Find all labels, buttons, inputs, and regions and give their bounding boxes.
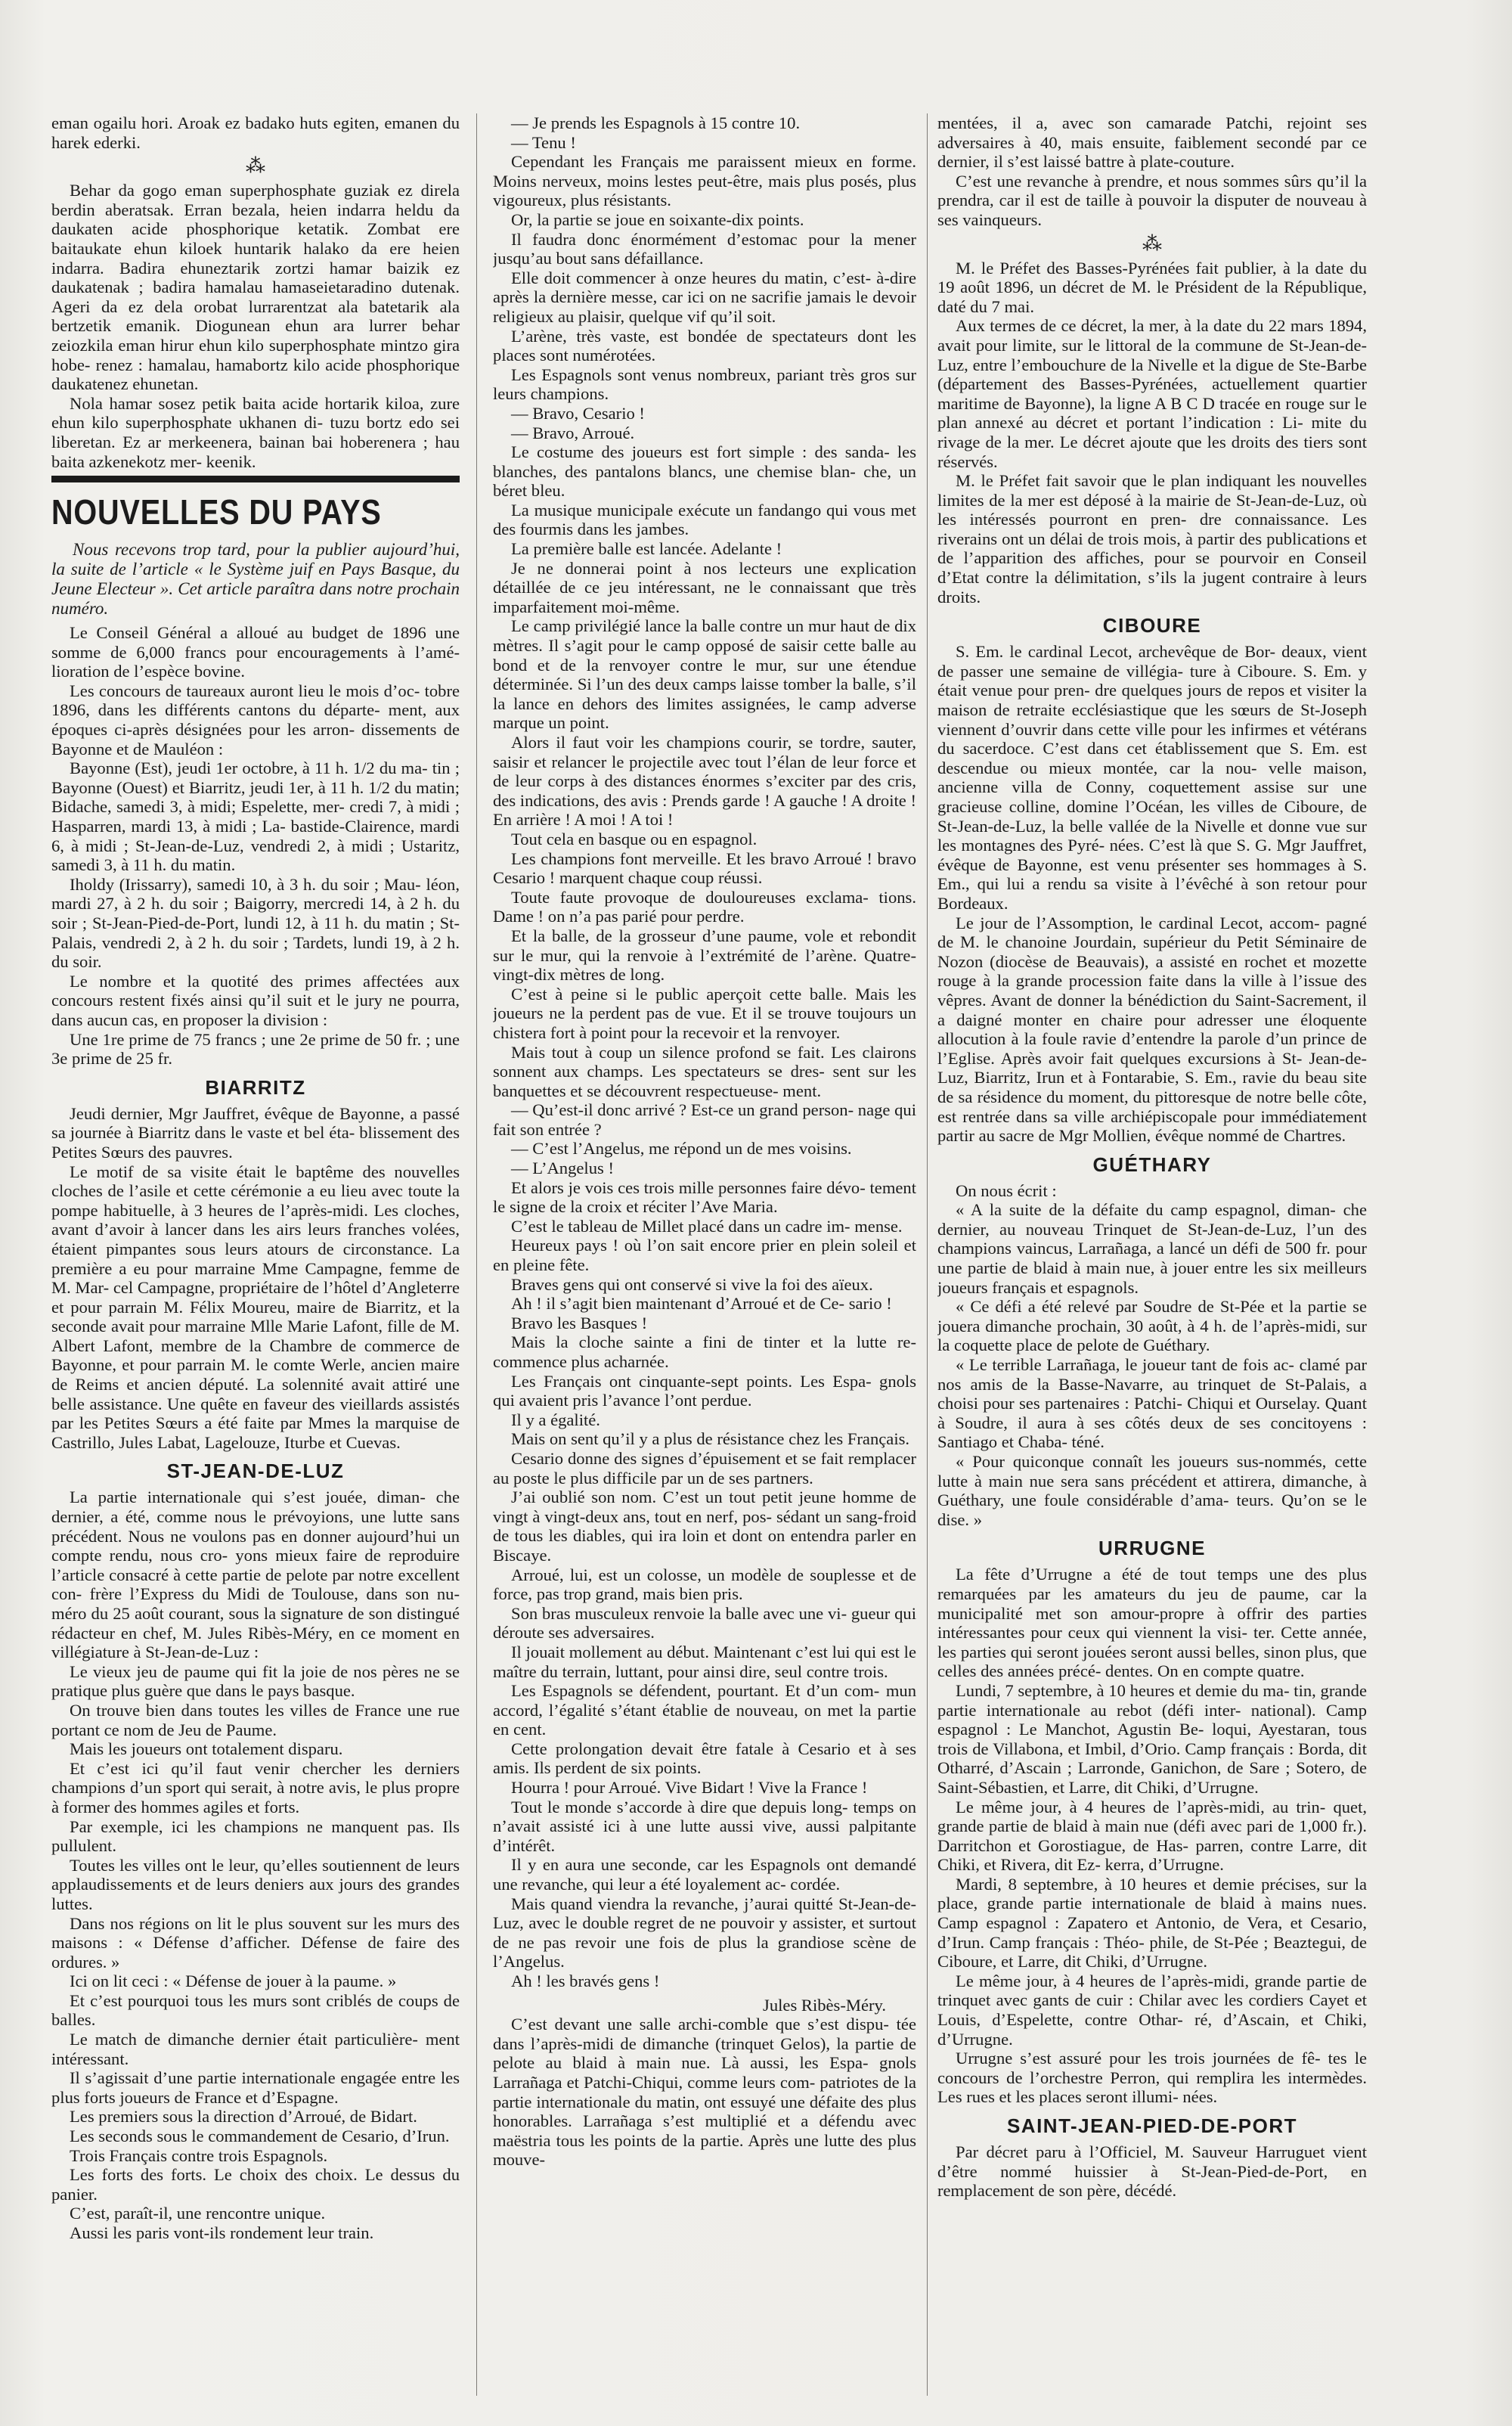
paragraph: Par décret paru à l’Officiel, M. Sauveur Harruguet vient d’être nommé huissier à St-Jean-Pied-de-Port, en remplacement de son père, décédé. <box>937 2142 1367 2201</box>
paragraph: La première balle est lancée. Adelante ! <box>511 539 782 559</box>
paragraph: Les seconds sous le commandement de Cesario, d’Irun. <box>70 2127 450 2146</box>
paragraph: Les Français ont cinquante-sept points. Les Espa- gnols qui avaient pris l’avance l’ont perdue. <box>493 1371 916 1410</box>
author-signature: Jules Ribès-Méry. <box>763 1995 886 2015</box>
paragraph: Cependant les Français me paraissent mieux en forme. Moins nerveux, moins lestes peut-être, mais plus posés, plus vigoureux, plus résistants. <box>493 152 916 210</box>
column-divider <box>927 113 928 2396</box>
paragraph: Ah ! il s’agit bien maintenant d’Arroué et de Ce- sario ! <box>511 1294 892 1314</box>
paragraph: Cesario donne des signes d’épuisement et se fait remplacer au poste le plus difficile par un de ses partners. <box>493 1448 916 1488</box>
paragraph: Les Espagnols sont venus nombreux, pariant très gros sur leurs champions. <box>493 365 916 404</box>
column-3 <box>937 113 1367 2396</box>
paragraph: — Tenu ! <box>511 132 576 152</box>
paragraph: Mais la cloche sainte a fini de tinter et la lutte re- commence plus acharnée. <box>493 1332 916 1371</box>
subheading-urrugne: URRUGNE <box>1098 1537 1206 1560</box>
paragraph: Une 1re prime de 75 francs ; une 2e prime de 50 fr. ; une 3e prime de 25 fr. <box>51 1029 460 1069</box>
paragraph: Et la balle, de la grosseur d’une paume, vole et rebondit sur le mur, qui la renvoie à l’extrémité de l’arène. Quatre-vingt-dix mètres de long. <box>493 926 916 985</box>
paragraph: Braves gens qui ont conservé si vive la foi des aïeux. <box>511 1274 873 1294</box>
paragraph: Lundi, 7 septembre, à 10 heures et demie du ma- tin, grande partie internationale au rebot (défi inter- national). Camp espagnol : Le Manchot, Agustin Be- loqui, Ayestaran, tous trois de Villabona, et Imbil, d’Orio. Camp français : Borda, dit Otharré, d’Ascain ; Larronde, Ganichon, de Sare ; Sotero, de Saint-Sébastien, et Larre, dit Chiki, d’Urrugne. <box>937 1680 1367 1797</box>
paragraph: Le même jour, à 4 heures de l’après-midi, grande partie de trinquet avec gants de cuir : Chilar avec les cordiers Cayet et Louis, d’Espelette, contre Othar- ré, d’Ascain, et Chiki, d’Urrugne. <box>937 1971 1367 2049</box>
section-separator: ⁂ <box>1142 232 1162 255</box>
paragraph: Bayonne (Est), jeudi 1er octobre, à 11 h. 1/2 du ma- tin ; Bayonne (Ouest) et Biarritz, jeudi 1er, à 11 h. 1/2 du matin; Bidache, samedi 3, à midi; Espelette, mer- credi 7, à midi ; Hasparren, mardi 13, à midi ; La- bastide-Clairence, mardi 6, à midi ; St-Jean-de-Luz, vendredi 2, à midi ; Ustaritz, samedi 3, à 11 h. du matin. <box>51 759 460 875</box>
paragraph: Il faudra donc énormément d’estomac pour la mener jusqu’au bout sans défaillance. <box>493 229 916 268</box>
paragraph: La partie internationale qui s’est jouée, diman- che dernier, a été, comme nous le prévoyions, une lutte sans précédent. Nous ne voulons pas en donner aujourd’hui un compte rendu, nous cro- yons mieux faire de reproduire l’article consacré à cette partie de pelote par notre excellent con- frère l’Express du Midi de Toulouse, dans son nu- méro du 25 août courant, sous la signature de son distingué rédacteur en chef, M. Jules Ribès-Méry, en ce moment en villégiature à St-Jean-de-Luz : <box>51 1488 460 1662</box>
paragraph: Je ne donnerai point à nos lecteurs une explication détaillée de ce jeu intéressant, ne le connaissant que très imparfaitement moi-même. <box>493 558 916 616</box>
paragraph: Il y en aura une seconde, car les Espagnols ont demandé une revanche, qui leur a été loyalement ac- cordée. <box>493 1855 916 1894</box>
paragraph: « Ce défi a été relevé par Soudre de St-Pée et la partie se jouera dimanche prochain, 30 août, à 4 h. de l’après-midi, sur la coquette place de pelote de Guéthary. <box>937 1297 1367 1355</box>
paragraph: J’ai oublié son nom. C’est un tout petit jeune homme de vingt à vingt-deux ans, tout en nerf, pos- sédant un sang-froid de tous les diables, qui ira loin et dont on entendra parler en Biscaye. <box>493 1488 916 1565</box>
paragraph: Le Conseil Général a alloué au budget de 1896 une somme de 6,000 francs pour encouragements à l’amé- lioration de l’espèce bovine. <box>51 623 460 681</box>
paragraph: Par exemple, ici les champions ne manquent pas. Ils pullulent. <box>51 1816 460 1856</box>
paragraph: Ah ! les bravés gens ! <box>511 1972 660 1990</box>
paragraph: Les forts des forts. Le choix des choix. Le dessus du panier. <box>51 2165 460 2204</box>
paragraph: Le nombre et la quotité des primes affectées aux concours restent fixés ainsi qu’il suit et le jury ne pourra, dans aucun cas, en proposer la division : <box>51 971 460 1029</box>
paragraph: Mais tout à coup un silence profond se fait. Les clairons sonnent aux champs. Les spectateurs se dres- sent sur les banquettes et se découvrent respectueuse- ment. <box>493 1042 916 1100</box>
paragraph: L’arène, très vaste, est bondée de spectateurs dont les places sont numérotées. <box>493 326 916 365</box>
paragraph: C’est, paraît-il, une rencontre unique. <box>70 2204 326 2223</box>
paragraph: C’est une revanche à prendre, et nous sommes sûrs qu’il la prendra, car il est de taille à pouvoir la disputer de nouveau à ses vainqueurs. <box>937 171 1367 229</box>
paragraph: Et alors je vois ces trois mille personnes faire dévo- tement le signe de la croix et réciter l’Ave Maria. <box>493 1177 916 1217</box>
paragraph: Le vieux jeu de paume qui fit la joie de nos pères ne se pratique plus guère que dans le pays basque. <box>51 1661 460 1701</box>
paragraph: S. Em. le cardinal Lecot, archevêque de Bor- deaux, vient de passer une semaine de villégia- ture à Ciboure. S. Em. y était venue pour pren- dre quelques jours de repos et visiter la maison de retraite ecclésiastique que les sœurs de St-Joseph viennent d’ouvrir dans cette ville pour les infirmes et vétérans du sacerdoce. C’est dans cet établissement que S. Em. est descendue ou mieux montée, car la nou- velle maison, ancienne villa de Conny, coquettement assise sur une gracieuse colline, domine l’Océan, les villes de Ciboure, de St-Jean-de-Luz, la belle vallée de la Nivelle et donne vue sur les montagnes des Pyré- nées. C’est là que S. G. Mgr Jauffret, évêque de Bayonne, est venu présenter ses hommages à S. Em., qui lui a rendu sa visite à l’évêché à son retour pour Bordeaux. <box>937 642 1367 913</box>
paragraph: Mardi, 8 septembre, à 10 heures et demie précises, sur la place, grande partie internationale de blaid à mains nues. Camp espagnol : Zapatero et Antonio, de Vera, et Cesario, d’Irun. Camp français : Théo- phile, de St-Pée ; Beaztegui, de Ciboure, et Larre, dit Chiki, d’Urrugne. <box>937 1874 1367 1972</box>
paragraph: C’est à peine si le public aperçoit cette balle. Mais les joueurs ne la perdent pas de vue. Et il se trouve toujours un chistera fort à point pour la recevoir et la renvoyer. <box>493 984 916 1042</box>
paragraph: On nous écrit : <box>956 1180 1057 1200</box>
paragraph: Aussi les paris vont-ils rondement leur train. <box>70 2223 374 2242</box>
heavy-rule <box>51 476 460 482</box>
paragraph: Dans nos régions on lit le plus souvent sur les murs des maisons : « Défense d’afficher. Défense de faire des ordures. » <box>51 1913 460 1972</box>
paragraph: Jeudi dernier, Mgr Jauffret, évêque de Bayonne, a passé sa journée à Biarritz dans le vaste et bel éta- blissement des Petites Sœurs des pauvres. <box>51 1103 460 1162</box>
paragraph: Il jouait mollement au début. Maintenant c’est lui qui est le maître du terrain, luttant, pour ainsi dire, seul contre trois. <box>493 1642 916 1681</box>
paragraph: Arroué, lui, est un colosse, un modèle de souplesse et de force, pas trop grand, mais bien pris. <box>493 1565 916 1604</box>
paragraph: Tout cela en basque ou en espagnol. <box>511 829 758 848</box>
paragraph: Ici on lit ceci : « Défense de jouer à la paume. » <box>70 1972 397 1991</box>
paragraph: Mais les joueurs ont totalement disparu. <box>70 1739 343 1759</box>
paragraph: — Bravo, Arroué. <box>511 423 635 442</box>
paragraph: Mais on sent qu’il y a plus de résistance chez les Français. <box>511 1429 910 1449</box>
subheading-saint-jean-pied-de-port: SAINT-JEAN-PIED-DE-PORT <box>1006 2114 1298 2137</box>
paragraph: « A la suite de la défaite du camp espagnol, diman- che dernier, au nouveau Trinquet de St-Jean-de-Luz, l’un des champions vaincus, Larrañaga, a lancé un défi de 500 fr. pour une partie de blaid à main nue, à jouer entre les six meilleurs joueurs français et espagnols. <box>937 1200 1367 1297</box>
paragraph: Hourra ! pour Arroué. Vive Bidart ! Vive la France ! <box>511 1778 868 1798</box>
paragraph: Bravo les Basques ! <box>511 1313 648 1332</box>
paragraph: Toutes les villes ont le leur, qu’elles soutiennent de leurs applaudissements et de leurs deniers aux jours des grandes luttes. <box>51 1855 460 1913</box>
paragraph: — Je prends les Espagnols à 15 contre 10. <box>511 113 801 132</box>
paragraph: Toute faute provoque de douloureuses exclama- tions. Dame ! on n’a pas parié pour perdre. <box>493 887 916 926</box>
paragraph: Le motif de sa visite était le baptême des nouvelles cloches de l’asile et cette cérémonie a eu lieu avec toute la pompe habituelle, à 3 heures de l’après-midi. Les cloches, avant d’avoir à lancer dans les airs leurs franches volées, étaient pimpantes sous leurs atours de circonstance. La première a eu pour marraine Mme Campagne, femme de M. Mar- cel Campagne, propriétaire de l’hôtel d’Angleterre et pour parrain M. Félix Moureu, maire de Biarritz, et la seconde avait pour marraine Mlle Marie Lafont, fille de M. Albert Lafont, membre de la Chambre de commerce de Bayonne, et pour parrain M. le comte Werle, ancien maire de Reims et ancien député. La solennité avait attiré une belle assistance. Une quête en faveur des vieillards assistés par les Petites Sœurs a été faite par Mmes la marquise de Castrillo, Jules Labat, Lagelouze, Iturbe et Cuevas. <box>51 1162 460 1452</box>
column-2 <box>493 113 916 2396</box>
paragraph: eman ogailu hori. Aroak ez badako huts egiten, emanen du harek ederki. <box>51 113 460 152</box>
paragraph: Mais quand viendra la revanche, j’aurai quitté St-Jean-de-Luz, avec le double regret de ne pouvoir y assister, et surtout de ne pas revoir une fois de plus la grandiose scène de l’Angelus. <box>493 1894 916 1972</box>
subheading-ciboure: CIBOURE <box>1102 614 1202 638</box>
paragraph: Tout le monde s’accorde à dire que depuis long- temps on n’avait assisté ici à une lutte aussi vive, aussi palpitante d’intérêt. <box>493 1797 916 1855</box>
paragraph: Nola hamar sosez petik baita acide hortarik kiloa, zure ehun kilo superphosphate ukhanen di- tuzu bortz edo sei liberetan. Ez ar merkeenera, bainan bai hoberenera ; hau baita azkenekotz mer- keenik. <box>51 393 460 471</box>
paragraph: Les champions font merveille. Et les bravo Arroué ! bravo Cesario ! marquent chaque coup réussi. <box>493 848 916 888</box>
paragraph: Et c’est ici qu’il faut venir chercher les derniers champions d’un sport qui serait, à notre avis, le plus propre à former des hommes agiles et forts. <box>51 1758 460 1816</box>
paragraph: Le match de dimanche dernier était particulière- ment intéressant. <box>51 2030 460 2068</box>
paragraph: Le camp privilégié lance la balle contre un mur haut de dix mètres. Il s’agit pour le camp opposé de saisir cette balle au bond et de la renvoyer contre le mur, sur une étendue déterminée. Si l’un des deux camps laisse tomber la balle, s’il la lance en dehors des limites assignées, le camp adverse marque un point. <box>493 616 916 733</box>
paragraph: Iholdy (Irissarry), samedi 10, à 3 h. du soir ; Mau- léon, mardi 27, à 2 h. du soir ; Baigorry, mercredi 14, à 2 h. du soir ; St-Jean-Pied-de-Port, lundi 12, à 11 h. du matin ; St-Palais, vendredi 2, à 2 h. du soir ; Tardets, lundi 19, à 2 h. du soir. <box>51 874 460 972</box>
paragraph: mentées, il a, avec son camarade Patchi, rejoint ses adversaires à 40, mais ensuite, faiblement secondé par ce dernier, il s’est laissé battre à plate-couture. <box>937 113 1367 172</box>
subheading-st-jean-de-luz: ST-JEAN-DE-LUZ <box>166 1460 345 1483</box>
paragraph: Le jour de l’Assomption, le cardinal Lecot, accom- pagné de M. le chanoine Jourdain, supérieur du Petit Séminaire de Nozon (diocèse de Beauvais), a assisté en rochet et mozette rouge à la grande procession faite dans la ville à l’issue des vêpres. Avant de donner la bénédiction du Saint-Sacrement, il a daigné monter en chaire pour adresser une éloquente allocution à la foule ravie d’entendre la parole d’un prince de l’Eglise. Après avoir fait quelques excursions à St- Jean-de-Luz, Biarritz, Irun et à Fontarabie, S. Em., ravie du beau site de sa résidence du moment, du pittoresque de notre belle côte, est rentrée dans sa ville archiépiscopale pour immédiatement partir au sacre de Mgr Mollien, évêque nommé de Chartres. <box>937 913 1367 1146</box>
paragraph: On trouve bien dans toutes les villes de France une rue portant ce nom de Jeu de Paume. <box>51 1700 460 1739</box>
paragraph: C’est le tableau de Millet placé dans un cadre im- mense. <box>511 1216 903 1236</box>
paragraph: Behar da gogo eman superphosphate guziak ez direla berdin aberatsak. Erran bezala, heien indarra heldu da daukaten acide phosphorique ketatik. Zombat ere baitaukate ehun kiloek huntarik halako da ere heien indarra. Badira ehuneztarik zortzi hamar baizik ez daukatenak ; badira hamalau hamaseietaradino dutenak. Ageri da ez dela orobat lurrarentzat ala batetarik ala bertzetik emanik. Diogunean ehun ara lurrer behar zeiozkila eman hirur ehun kilo superphosphate mintzo gira hobe- renez : hamalau, hamabortz kilo acide phosphorique daukatenez ehunetan. <box>51 181 460 394</box>
paragraph: « Pour quiconque connaît les joueurs sus-nommés, cette lutte à main nue sera sans précédent et attirera, dimanche, à Guéthary, une foule considérable d’ama- teurs. Qu’on se le dise. » <box>937 1452 1367 1529</box>
column-1 <box>51 113 460 2396</box>
paragraph: Et c’est pourquoi tous les murs sont criblés de coups de balles. <box>51 1990 460 2030</box>
editor-note: Nous recevons trop tard, pour la publier aujourd’hui, la suite de l’article « le Système juif en Pays Basque, du Jeune Electeur ». Cet article paraîtra dans notre prochain numéro. <box>51 540 460 619</box>
paragraph: M. le Préfet fait savoir que le plan indiquant les nouvelles limites de la mer est déposé à la mairie de St-Jean-de-Luz, où les intéressés pourront en pren- dre connaissance. Les riverains ont un délai de trois mois, à partir des publications et de l’apparition des affiches, pour se pourvoir en Conseil d’Etat contre la délimitation, s’ils la jugent contraire à leurs droits. <box>937 471 1367 606</box>
paragraph: Or, la partie se joue en soixante-dix points. <box>511 209 804 229</box>
paragraph: La fête d’Urrugne a été de tout temps une des plus remarquées par les amateurs du jeu de paume, car la municipalité met son amour-propre à offrir des parties intéressantes pour ceux qui viennent la visi- ter. Cette année, les parties qui seront jouées seront aussi belles, sinon plus, que celles des années précé- dentes. On en compte quatre. <box>937 1565 1367 1681</box>
subheading-biarritz: BIARRITZ <box>205 1075 306 1099</box>
paragraph: La musique municipale exécute un fandango qui vous met des fourmis dans les jambes. <box>493 500 916 539</box>
paragraph: Aux termes de ce décret, la mer, à la date du 22 mars 1894, avait pour limite, sur le littoral de la commune de St-Jean-de-Luz, entre l’embouchure de la Nivelle et la digue de Ste-Barbe (département des Basses-Pyrénées, actuellement quartier maritime de Bayonne), la ligne A B C D tracée en rouge sur le plan annexé au décret et portant l’indication : Li- mite du rivage de la mer. Le décret ajoute que les droits des tiers sont réservés. <box>937 316 1367 471</box>
paragraph: — L’Angelus ! <box>511 1159 614 1178</box>
paragraph: C’est devant une salle archi-comble que s’est dispu- tée dans l’après-midi de dimanche (trinquet Gelos), la partie de pelote au blaid à main nue. Là aussi, les Espa- gnols Larrañaga et Patchi-Chiqui, comme leurs com- patriotes de la partie internationale du matin, ont essuyé une défaite des plus honorables. Larrañaga s’est multiplié et a défendu avec maëstria tous les points de la partie. Après une lutte des plus mouve- <box>493 2015 916 2170</box>
paragraph: — Qu’est-il donc arrivé ? Est-ce un grand person- nage qui fait son entrée ? <box>493 1100 916 1139</box>
paragraph: Cette prolongation devait être fatale à Cesario et à ses amis. Ils perdent de six points. <box>493 1739 916 1778</box>
paragraph: Les premiers sous la direction d’Arroué, de Bidart. <box>70 2107 417 2127</box>
paragraph: — C’est l’Angelus, me répond un de mes voisins. <box>511 1139 852 1159</box>
paragraph: Trois Français contre trois Espagnols. <box>70 2145 328 2165</box>
column-divider <box>476 113 477 2396</box>
paragraph: Les Espagnols se défendent, pourtant. Et d’un com- mun accord, l’égalité s’étant établie de nouveau, on met la partie en cent. <box>493 1681 916 1739</box>
paragraph: — Bravo, Cesario ! <box>511 403 645 423</box>
paragraph: Heureux pays ! où l’on sait encore prier en plein soleil et en pleine fête. <box>493 1236 916 1275</box>
paragraph: « Le terrible Larrañaga, le joueur tant de fois ac- clamé par nos amis de la Basse-Navarre, au trinquet de St-Palais, a choisi pour ses partenaires : Patchi- Chiqui et Ourselay. Quant à Soudre, il aura à ses côtés deux de ses concitoyens : Santiago et Chaba- téné. <box>937 1355 1367 1452</box>
subheading-guethary: GUÉTHARY <box>1092 1153 1212 1176</box>
paragraph: M. le Préfet des Basses-Pyrénées fait publier, à la date du 19 août 1896, un décret de M. le Président de la République, daté du 7 mai. <box>937 258 1367 316</box>
paragraph: Elle doit commencer à onze heures du matin, c’est- à-dire après la dernière messe, car ici on ne sacrifie jamais le devoir religieux au plaisir, quelque vif qu’il soit. <box>493 268 916 326</box>
paragraph: Son bras musculeux renvoie la balle avec une vi- gueur qui déroute ses adversaires. <box>493 1603 916 1643</box>
paragraph: Urrugne s’est assuré pour les trois journées de fê- tes le concours de l’orchestre Perron, qui remplira les intermèdes. Les rues et les places seront illumi- nées. <box>937 2049 1367 2107</box>
paragraph: Le costume des joueurs est fort simple : des sanda- les blanches, des pantalons blancs, une chemise blan- che, un béret bleu. <box>493 442 916 501</box>
paragraph: Le même jour, à 4 heures de l’après-midi, au trin- quet, grande partie de blaid à main nue (défi avec pari de 1,000 fr.). Darritchon et Gorostiague, de Has- parren, contre Larre, dit Chiki, et Rivera, dit Ez- kerra, d’Urrugne. <box>937 1797 1367 1875</box>
paragraph: Les concours de taureaux auront lieu le mois d’oc- tobre 1896, dans les différents cantons du départe- ment, aux époques ci-après désignées pour les arron- dissements de Bayonne et de Mauléon : <box>51 681 460 759</box>
section-heading: NOUVELLES DU PAYS <box>51 492 382 532</box>
paragraph: Il y a égalité. <box>511 1410 600 1429</box>
paragraph: Alors il faut voir les champions courir, se tordre, sauter, saisir et relancer le projectile avec tout l’élan de leur force et de leur corps à des distances énormes s’exciter par des cris, des indications, des avis : Prends garde ! A gauche ! A droite ! En arrière ! A moi ! A toi ! <box>493 733 916 830</box>
section-separator: ⁂ <box>246 155 265 178</box>
paragraph: Il s’agissait d’une partie internationale engagée entre les plus forts joueurs de France et d’Espagne. <box>51 2068 460 2107</box>
